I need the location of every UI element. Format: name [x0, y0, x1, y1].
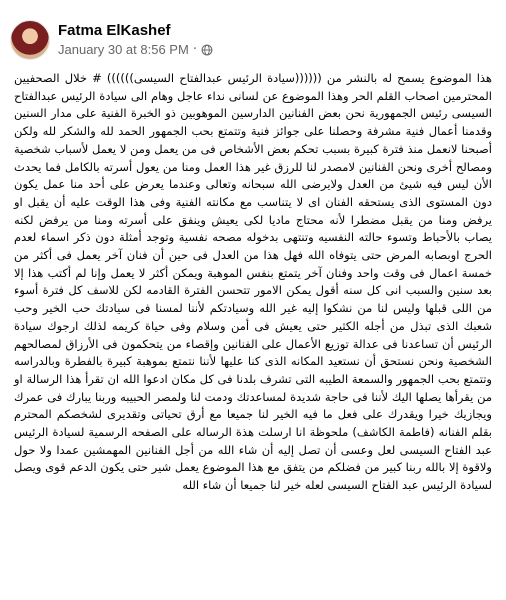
post-body-text: هذا الموضوع يسمح له بالنشر من ((((((سيادة الرئيس عبدالفتاح السيسى)))))) # خلال الصحفيين المحترمين اصحاب القلم الحر وهذا الموضوع عن لسانى نداء عاجل وهام الى سيادة الرئيس عبدالفتاح السيسى رئيس الجمهورية نحن بعض الفنانين الدارسين الموهوبين ذو الخبرة الفنية على مدار السنين وقدمنا أعمال فنية مشرفة وحصلنا على جوائز فنية وتتمتع بحب الجمهور الحمد لله والشكر لله ولكن أصبحنا لانعمل منذ فترة كبيرة بسبب تحكم بعض الأشخاص فى من يعمل ومن لا يعمل لأسباب شخصية ومصالح أخرى ونحن الفنانين لامصدر لنا للرزق غير هذا العمل ومنا من يعول أسرته بالكامل فما يحدث الأن ليس فيه شيئ من العدل ولايرضى الله سبحانه وتعالى وعندما يعرض على أحد منا عمل يكون دون المستوى الذى يستحقه الفنان اى لا يتناسب مع مكانته الفنية وفى هذا الوقت عليه أن يقبل او يرفض ومنا من يقبل مضطرا لأنه محتاج ماديا لكى يعيش وينفق على أسرته ومنا من يرفض لكنه يصاب بالأحباط وتسوء حالته النفسيه وتنتهى بدخوله مصحه نفسية وتوجد أمثلة دون ذكر اسماء لعدم الحرج اوبصابه المرض حتى يتوفاه الله فهل هذا من العدل فى حين أن فنان آخر يعمل فى أكثر من خمسة اعمال فى وقت واحد وفنان آخر يتمتع بنفس الموهبة ويمكن أكثر لا يعمل وإنا لم أكتب هذا إلا بعد سنين والسبب انى كل سنه أقول يمكن الامور تتحسن الفترة القادمه لكن للاسف كل فترة أسوء من اللى قبلها وليس لنا من نشكوا إليه غير الله وسيادتكم لأننا لمسنا فى سيادتك حب الخير وحب شعبك الذى تبذل من أجله الكثير حتى يعيش فى أمن وسلام وفى حياة كريمه لذلك ارجوك سيادة الرئيس أن تساعدنا فى عدالة توزيع الأعمال على الفنانين وإقصاء من يتحكمون فى الأرزاق لمصالحهم الشخصية ونحن نستحق أن نستعيد المكانه الذى كنا عليها لأننا نتمتع بموهبة كبيرة بالفطرة وبالدراسه وتتمتع بحب الجمهور والسمعة الطيبه التى تشرف بلدنا فى كل مكان ادعوا الله ان تقرأ هذا الرسالة او من يقرأها يصلها اليك لأننا فى حاجة شديدة لمساعدتك ودمت لنا ولمصر الحبيبه وربنا يبارك فى عمرك ويجازيك خيرا ويقدرك على فعل ما فيه الخير لنا جميعا مع أرق تحياتى وتقديرى لشخصكم المحترم بقلم الفنانه (فاطمة الكاشف) ملحوظة انا ارسلت هذة الرساله على الصفحه الرسمية لسيادة الرئيس عبد الفتاح السيسى لعل وعسى أن تصل إليه أن شاء الله من أجل الفنانين المهمشين عمدا ولا حول ولاقوة إلا بالله ربنا كبير من فضلكم من يتفق مع هذا الموضوع يعمل شير حتى يكون الدعم قوى ويصل لسيادة الرئيس عبد الفتاح السيسى لعله خير لنا جميعا أن شاء الله: [14, 71, 492, 493]
post-header: [10, 18, 213, 62]
post-meta: [58, 22, 213, 58]
post-body: [14, 70, 492, 495]
post-timestamp[interactable]: January 30 at 8:56 PM: [58, 42, 189, 57]
author-avatar[interactable]: [10, 20, 50, 60]
author-name[interactable]: Fatma ElKashef: [58, 22, 171, 39]
globe-icon[interactable]: [201, 44, 213, 56]
post-subline: [58, 42, 213, 58]
separator-dot: ·: [192, 42, 197, 57]
